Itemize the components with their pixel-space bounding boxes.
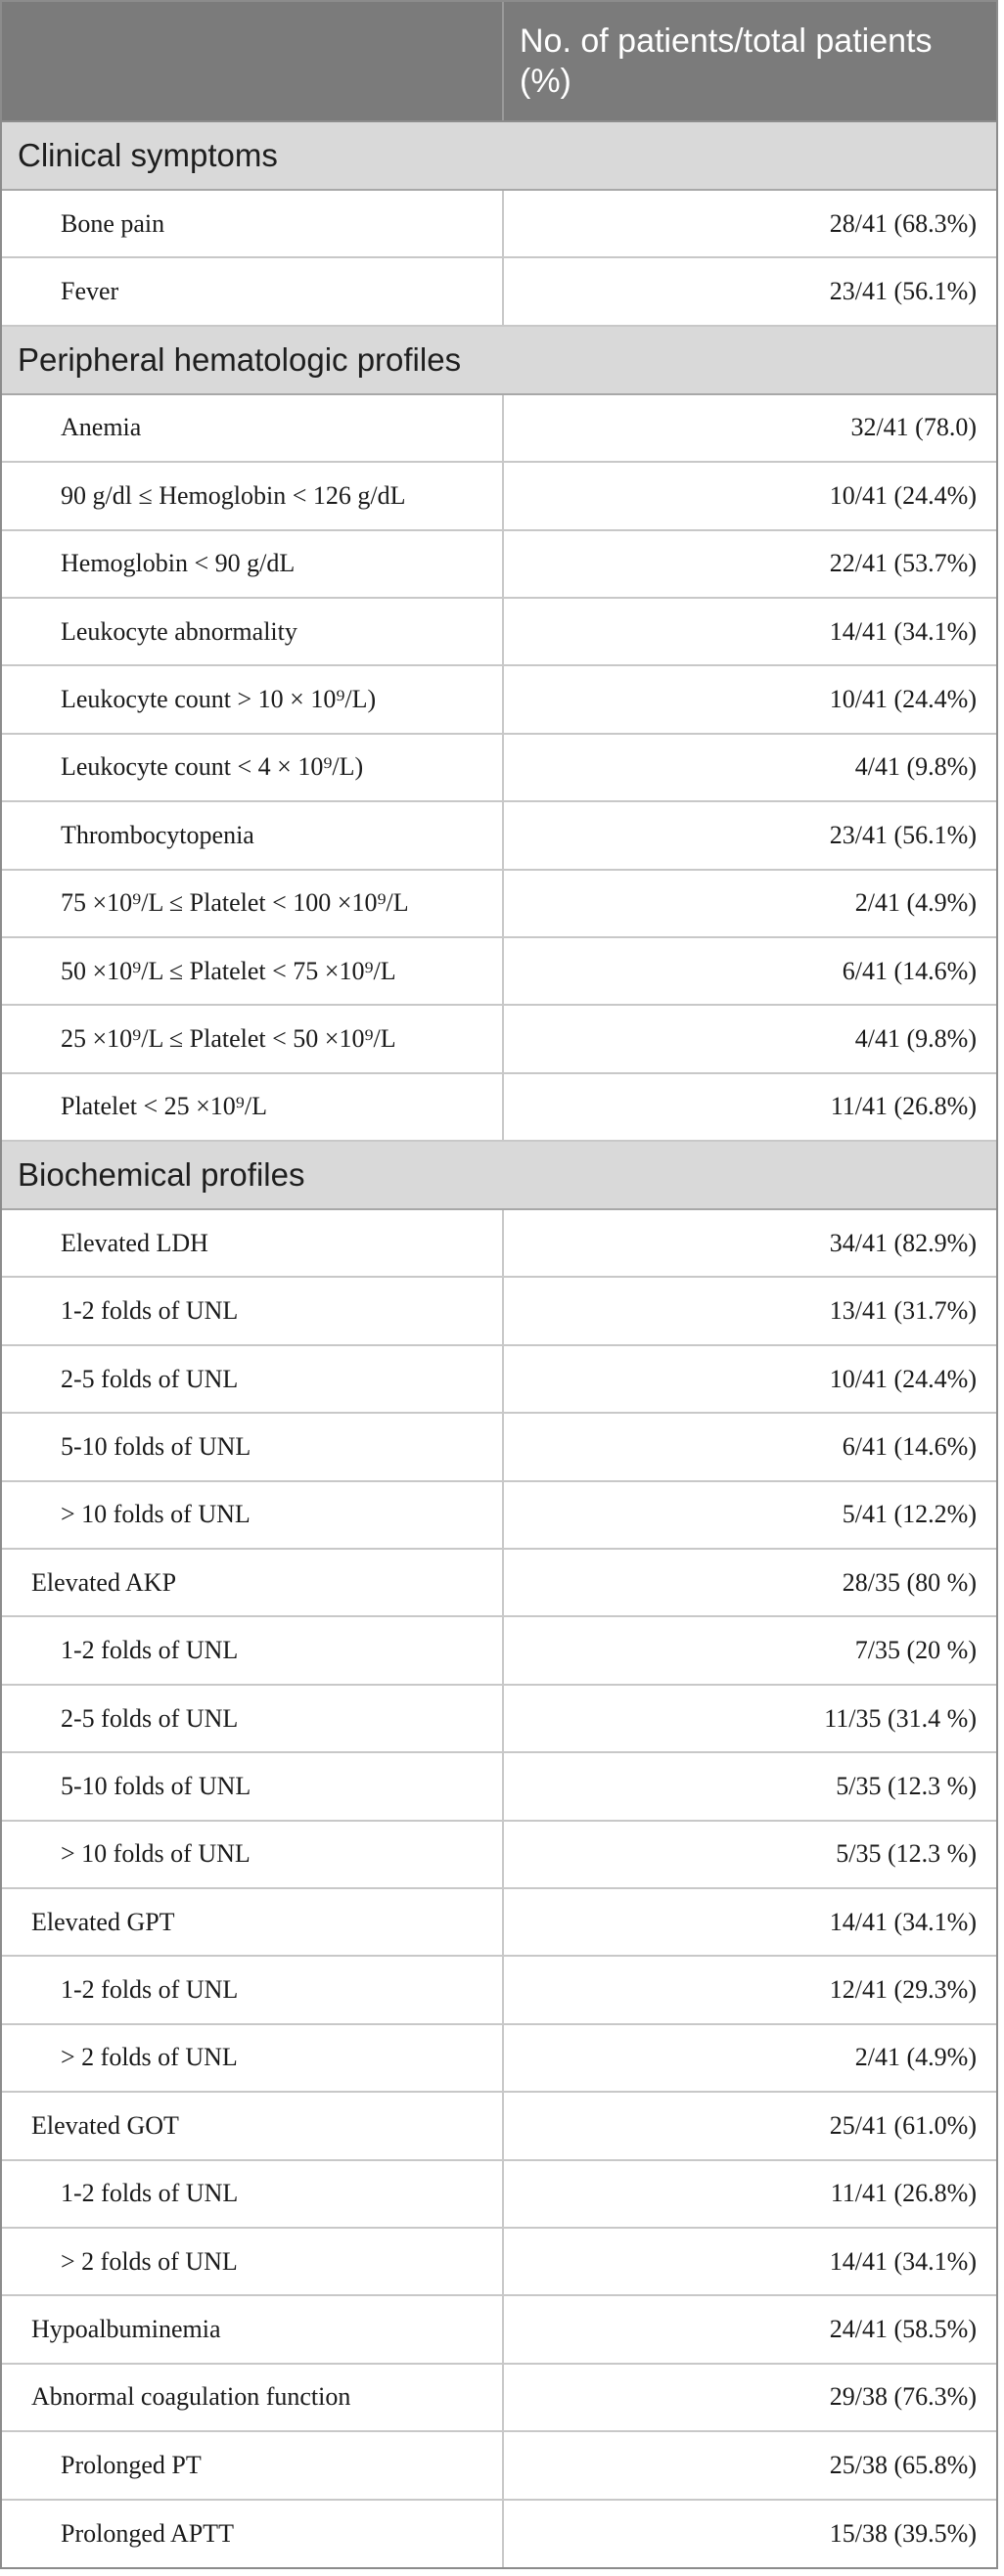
row-label: Bone pain <box>2 190 503 257</box>
row-value: 32/41 (78.0) <box>503 394 996 462</box>
row-value: 2/41 (4.9%) <box>503 870 996 937</box>
row-value: 14/41 (34.1%) <box>503 598 996 665</box>
row-label: Leukocyte count < 4 × 10⁹/L) <box>2 734 503 801</box>
section-title: Biochemical profiles <box>2 1141 996 1209</box>
row-value: 29/38 (76.3%) <box>503 2364 996 2431</box>
table-row <box>2 2160 996 2228</box>
row-value: 11/35 (31.4 %) <box>503 1685 996 1752</box>
row-label: > 2 folds of UNL <box>2 2228 503 2295</box>
table-row <box>2 2295 996 2363</box>
row-label: > 10 folds of UNL <box>2 1481 503 1549</box>
row-value: 13/41 (31.7%) <box>503 1277 996 1344</box>
row-label: 1-2 folds of UNL <box>2 2160 503 2228</box>
section-header-row <box>2 121 996 190</box>
table-row <box>2 1345 996 1413</box>
table-row <box>2 801 996 869</box>
row-value: 11/41 (26.8%) <box>503 1073 996 1141</box>
row-value: 14/41 (34.1%) <box>503 1888 996 1956</box>
row-label: Elevated LDH <box>2 1209 503 1277</box>
table-row <box>2 1209 996 1277</box>
row-value: 6/41 (14.6%) <box>503 1413 996 1480</box>
table-row <box>2 1005 996 1072</box>
row-value: 4/41 (9.8%) <box>503 734 996 801</box>
table-row <box>2 1549 996 1616</box>
table-row <box>2 190 996 257</box>
table-row <box>2 257 996 325</box>
table-row <box>2 1956 996 2023</box>
row-label: 2-5 folds of UNL <box>2 1345 503 1413</box>
table-row <box>2 734 996 801</box>
row-value: 23/41 (56.1%) <box>503 257 996 325</box>
table-row <box>2 1821 996 1888</box>
row-label: 5-10 folds of UNL <box>2 1413 503 1480</box>
table-row <box>2 2092 996 2159</box>
row-value: 5/35 (12.3 %) <box>503 1752 996 1820</box>
row-value: 25/41 (61.0%) <box>503 2092 996 2159</box>
row-value: 10/41 (24.4%) <box>503 462 996 529</box>
row-label: Platelet < 25 ×10⁹/L <box>2 1073 503 1141</box>
row-value: 10/41 (24.4%) <box>503 1345 996 1413</box>
row-value: 28/35 (80 %) <box>503 1549 996 1616</box>
section-title: Peripheral hematologic profiles <box>2 326 996 394</box>
row-value: 12/41 (29.3%) <box>503 1956 996 2023</box>
row-value: 22/41 (53.7%) <box>503 530 996 598</box>
row-value: 5/35 (12.3 %) <box>503 1821 996 1888</box>
table-row <box>2 394 996 462</box>
row-value: 7/35 (20 %) <box>503 1616 996 1684</box>
table-row <box>2 1752 996 1820</box>
table-row <box>2 1685 996 1752</box>
row-value: 10/41 (24.4%) <box>503 665 996 733</box>
row-value: 2/41 (4.9%) <box>503 2024 996 2092</box>
row-value: 25/38 (65.8%) <box>503 2431 996 2499</box>
table-row <box>2 2024 996 2092</box>
table-row <box>2 1888 996 1956</box>
row-value: 15/38 (39.5%) <box>829 2518 977 2548</box>
table-row <box>2 2364 996 2431</box>
row-label: 50 ×10⁹/L ≤ Platelet < 75 ×10⁹/L <box>2 937 503 1005</box>
header-value-column: No. of patients/total patients (%) <box>503 2 996 121</box>
row-value: 34/41 (82.9%) <box>503 1209 996 1277</box>
row-label: Abnormal coagulation function <box>2 2364 503 2431</box>
row-label: 1-2 folds of UNL <box>2 1956 503 2023</box>
table-row <box>2 530 996 598</box>
table-row <box>2 1277 996 1344</box>
row-value: 28/41 (68.3%) <box>503 190 996 257</box>
row-value: 23/41 (56.1%) <box>503 801 996 869</box>
table-row <box>2 2431 996 2499</box>
row-label: 1-2 folds of UNL <box>2 1616 503 1684</box>
table-row <box>2 462 996 529</box>
row-label: Hypoalbuminemia <box>2 2295 503 2363</box>
row-label: 1-2 folds of UNL <box>2 1277 503 1344</box>
table-header-row <box>2 2 996 121</box>
table-row <box>2 2228 996 2295</box>
row-label: Elevated GOT <box>2 2092 503 2159</box>
row-label: 75 ×10⁹/L ≤ Platelet < 100 ×10⁹/L <box>2 870 503 937</box>
row-value: 4/41 (9.8%) <box>503 1005 996 1072</box>
row-label: 5-10 folds of UNL <box>2 1752 503 1820</box>
row-label: 90 g/dl ≤ Hemoglobin < 126 g/dL <box>2 462 503 529</box>
row-label: Leukocyte count > 10 × 10⁹/L) <box>2 665 503 733</box>
row-value: 5/41 (12.2%) <box>503 1481 996 1549</box>
table-row <box>2 1073 996 1141</box>
row-label: Hemoglobin < 90 g/dL <box>2 530 503 598</box>
row-label: > 2 folds of UNL <box>2 2024 503 2092</box>
row-label: Prolonged PT <box>2 2431 503 2499</box>
row-label: Leukocyte abnormality <box>2 598 503 665</box>
table-row <box>2 1616 996 1684</box>
row-label: Thrombocytopenia <box>2 801 503 869</box>
table-row <box>2 1481 996 1549</box>
table-row <box>2 1413 996 1480</box>
table-row <box>2 937 996 1005</box>
section-title: Clinical symptoms <box>2 121 996 190</box>
table-row <box>2 2500 996 2567</box>
section-header-row <box>2 326 996 394</box>
section-header-row <box>2 1141 996 1209</box>
row-label: 25 ×10⁹/L ≤ Platelet < 50 ×10⁹/L <box>2 1005 503 1072</box>
table-row <box>2 665 996 733</box>
table-row <box>2 870 996 937</box>
row-value: 24/41 (58.5%) <box>503 2295 996 2363</box>
header-label-column <box>2 2 503 121</box>
row-label: Prolonged APTT <box>2 2500 503 2567</box>
row-label: Fever <box>2 257 503 325</box>
table-row <box>2 598 996 665</box>
row-label: 2-5 folds of UNL <box>2 1685 503 1752</box>
row-label: Elevated GPT <box>2 1888 503 1956</box>
row-value: 14/41 (34.1%) <box>503 2228 996 2295</box>
row-value: 11/41 (26.8%) <box>503 2160 996 2228</box>
row-label: Elevated AKP <box>2 1549 503 1616</box>
row-label: Anemia <box>2 394 503 462</box>
row-value: 6/41 (14.6%) <box>503 937 996 1005</box>
row-label: > 10 folds of UNL <box>2 1821 503 1888</box>
